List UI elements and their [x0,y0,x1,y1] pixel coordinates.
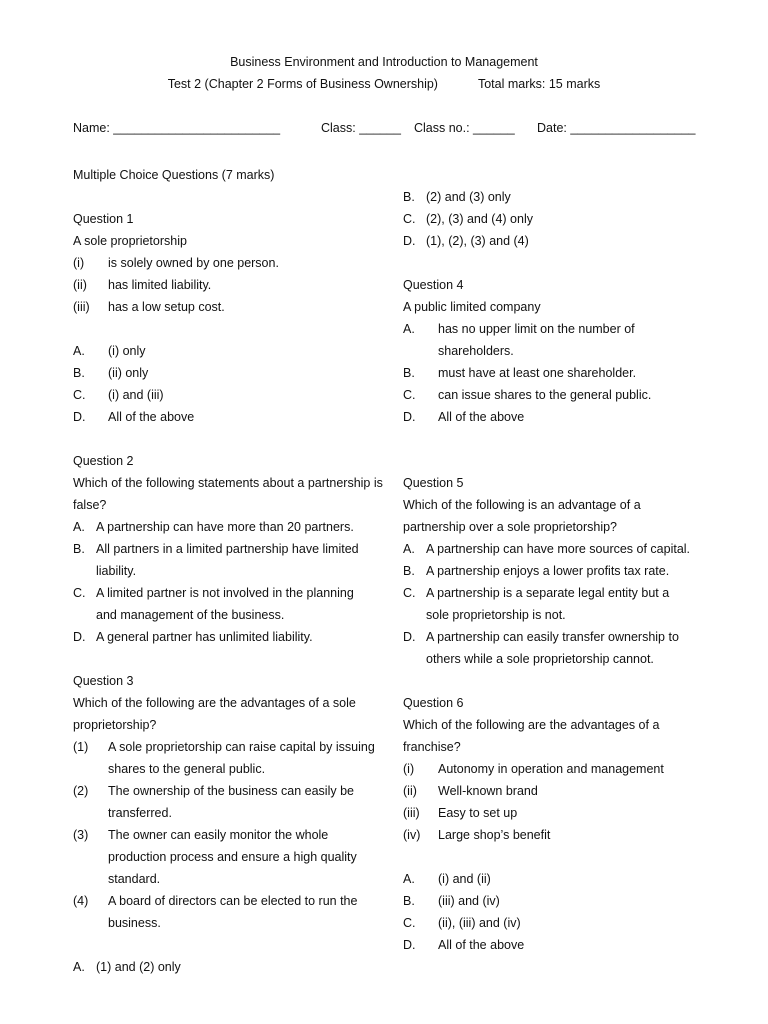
question-6-stem: Which of the following are the advantages of a franchise? [403,718,660,754]
question-5-heading: Question 5 [403,476,464,490]
option: A. A partnership can have more sources of capital. [403,542,691,556]
option: C. (i) and (iii) [73,388,164,402]
option: C. A limited partner is not involved in the planning and management of the business. [73,586,354,622]
option: C. (ii), (iii) and (iv) [403,916,521,930]
statement: (i) Autonomy in operation and management [403,762,664,776]
statement: (ii) has limited liability. [73,278,212,292]
question-2-stem: Which of the following statements about a partnership is false? [73,476,383,512]
option: C. (2), (3) and (4) only [403,212,533,226]
question-4-stem: A public limited company [403,300,541,314]
question-3-stem: Which of the following are the advantages of a sole proprietorship? [73,696,356,732]
statement: (iii) has a low setup cost. [73,300,225,314]
right-column [403,186,703,956]
question-2-heading: Question 2 [73,454,134,468]
option: A. has no upper limit on the number of shareholders. [403,322,635,358]
statement: (3) The owner can easily monitor the whole production process and ensure a high quality standard. [73,828,357,886]
option: D. (1), (2), (3) and (4) [403,234,529,248]
statement: (iv) Large shop’s benefit [403,828,551,842]
date-field: Date: __________________ [537,121,696,135]
option: A. (1) and (2) only [73,960,181,974]
class-field: Class: ______ [321,121,401,135]
option: D. All of the above [403,410,525,424]
question-1-heading: Question 1 [73,212,134,226]
statement: (2) The ownership of the business can easily be transferred. [73,784,354,820]
option: B. (iii) and (iv) [403,894,500,908]
option: D. A partnership can easily transfer ownership to others while a sole proprietorship cannot. [403,630,679,666]
option: C. can issue shares to the general public. [403,388,652,402]
option: D. All of the above [403,938,525,952]
option: B. (2) and (3) only [403,190,511,204]
option: B. All partners in a limited partnership have limited liability. [73,542,359,578]
question-5-stem: Which of the following is an advantage of a partnership over a sole proprietorship? [403,498,641,534]
option: D. A general partner has unlimited liability. [73,630,313,644]
statement: (4) A board of directors can be elected to run the business. [73,894,358,930]
statement: (i) is solely owned by one person. [73,256,279,270]
statement: (1) A sole proprietorship can raise capital by issuing shares to the general public. [73,740,375,776]
option: B. A partnership enjoys a lower profits tax rate. [403,564,670,578]
statement: (iii) Easy to set up [403,806,518,820]
option: C. A partnership is a separate legal entity but a sole proprietorship is not. [403,586,670,622]
test-subtitle: Test 2 (Chapter 2 Forms of Business Ownership) [167,77,438,91]
option: B. must have at least one shareholder. [403,366,637,380]
option: A. (i) only [73,344,146,358]
question-6-heading: Question 6 [403,696,464,710]
name-field: Name: ________________________ [73,121,281,135]
total-marks: Total marks: 15 marks [477,77,601,91]
section-title: Multiple Choice Questions (7 marks) [73,168,275,182]
class-no-field: Class no.: ______ [414,121,515,135]
test-subtitle-line [0,77,768,91]
option: A. (i) and (ii) [403,872,491,886]
question-1-stem: A sole proprietorship [73,234,187,248]
question-3-heading: Question 3 [73,674,134,688]
question-4-heading: Question 4 [403,278,464,292]
document-title: Business Environment and Introduction to Management [230,55,538,69]
option: D. All of the above [73,410,195,424]
option: B. (ii) only [73,366,149,380]
left-column [73,164,383,978]
option: A. A partnership can have more than 20 partners. [73,520,354,534]
statement: (ii) Well-known brand [403,784,538,798]
